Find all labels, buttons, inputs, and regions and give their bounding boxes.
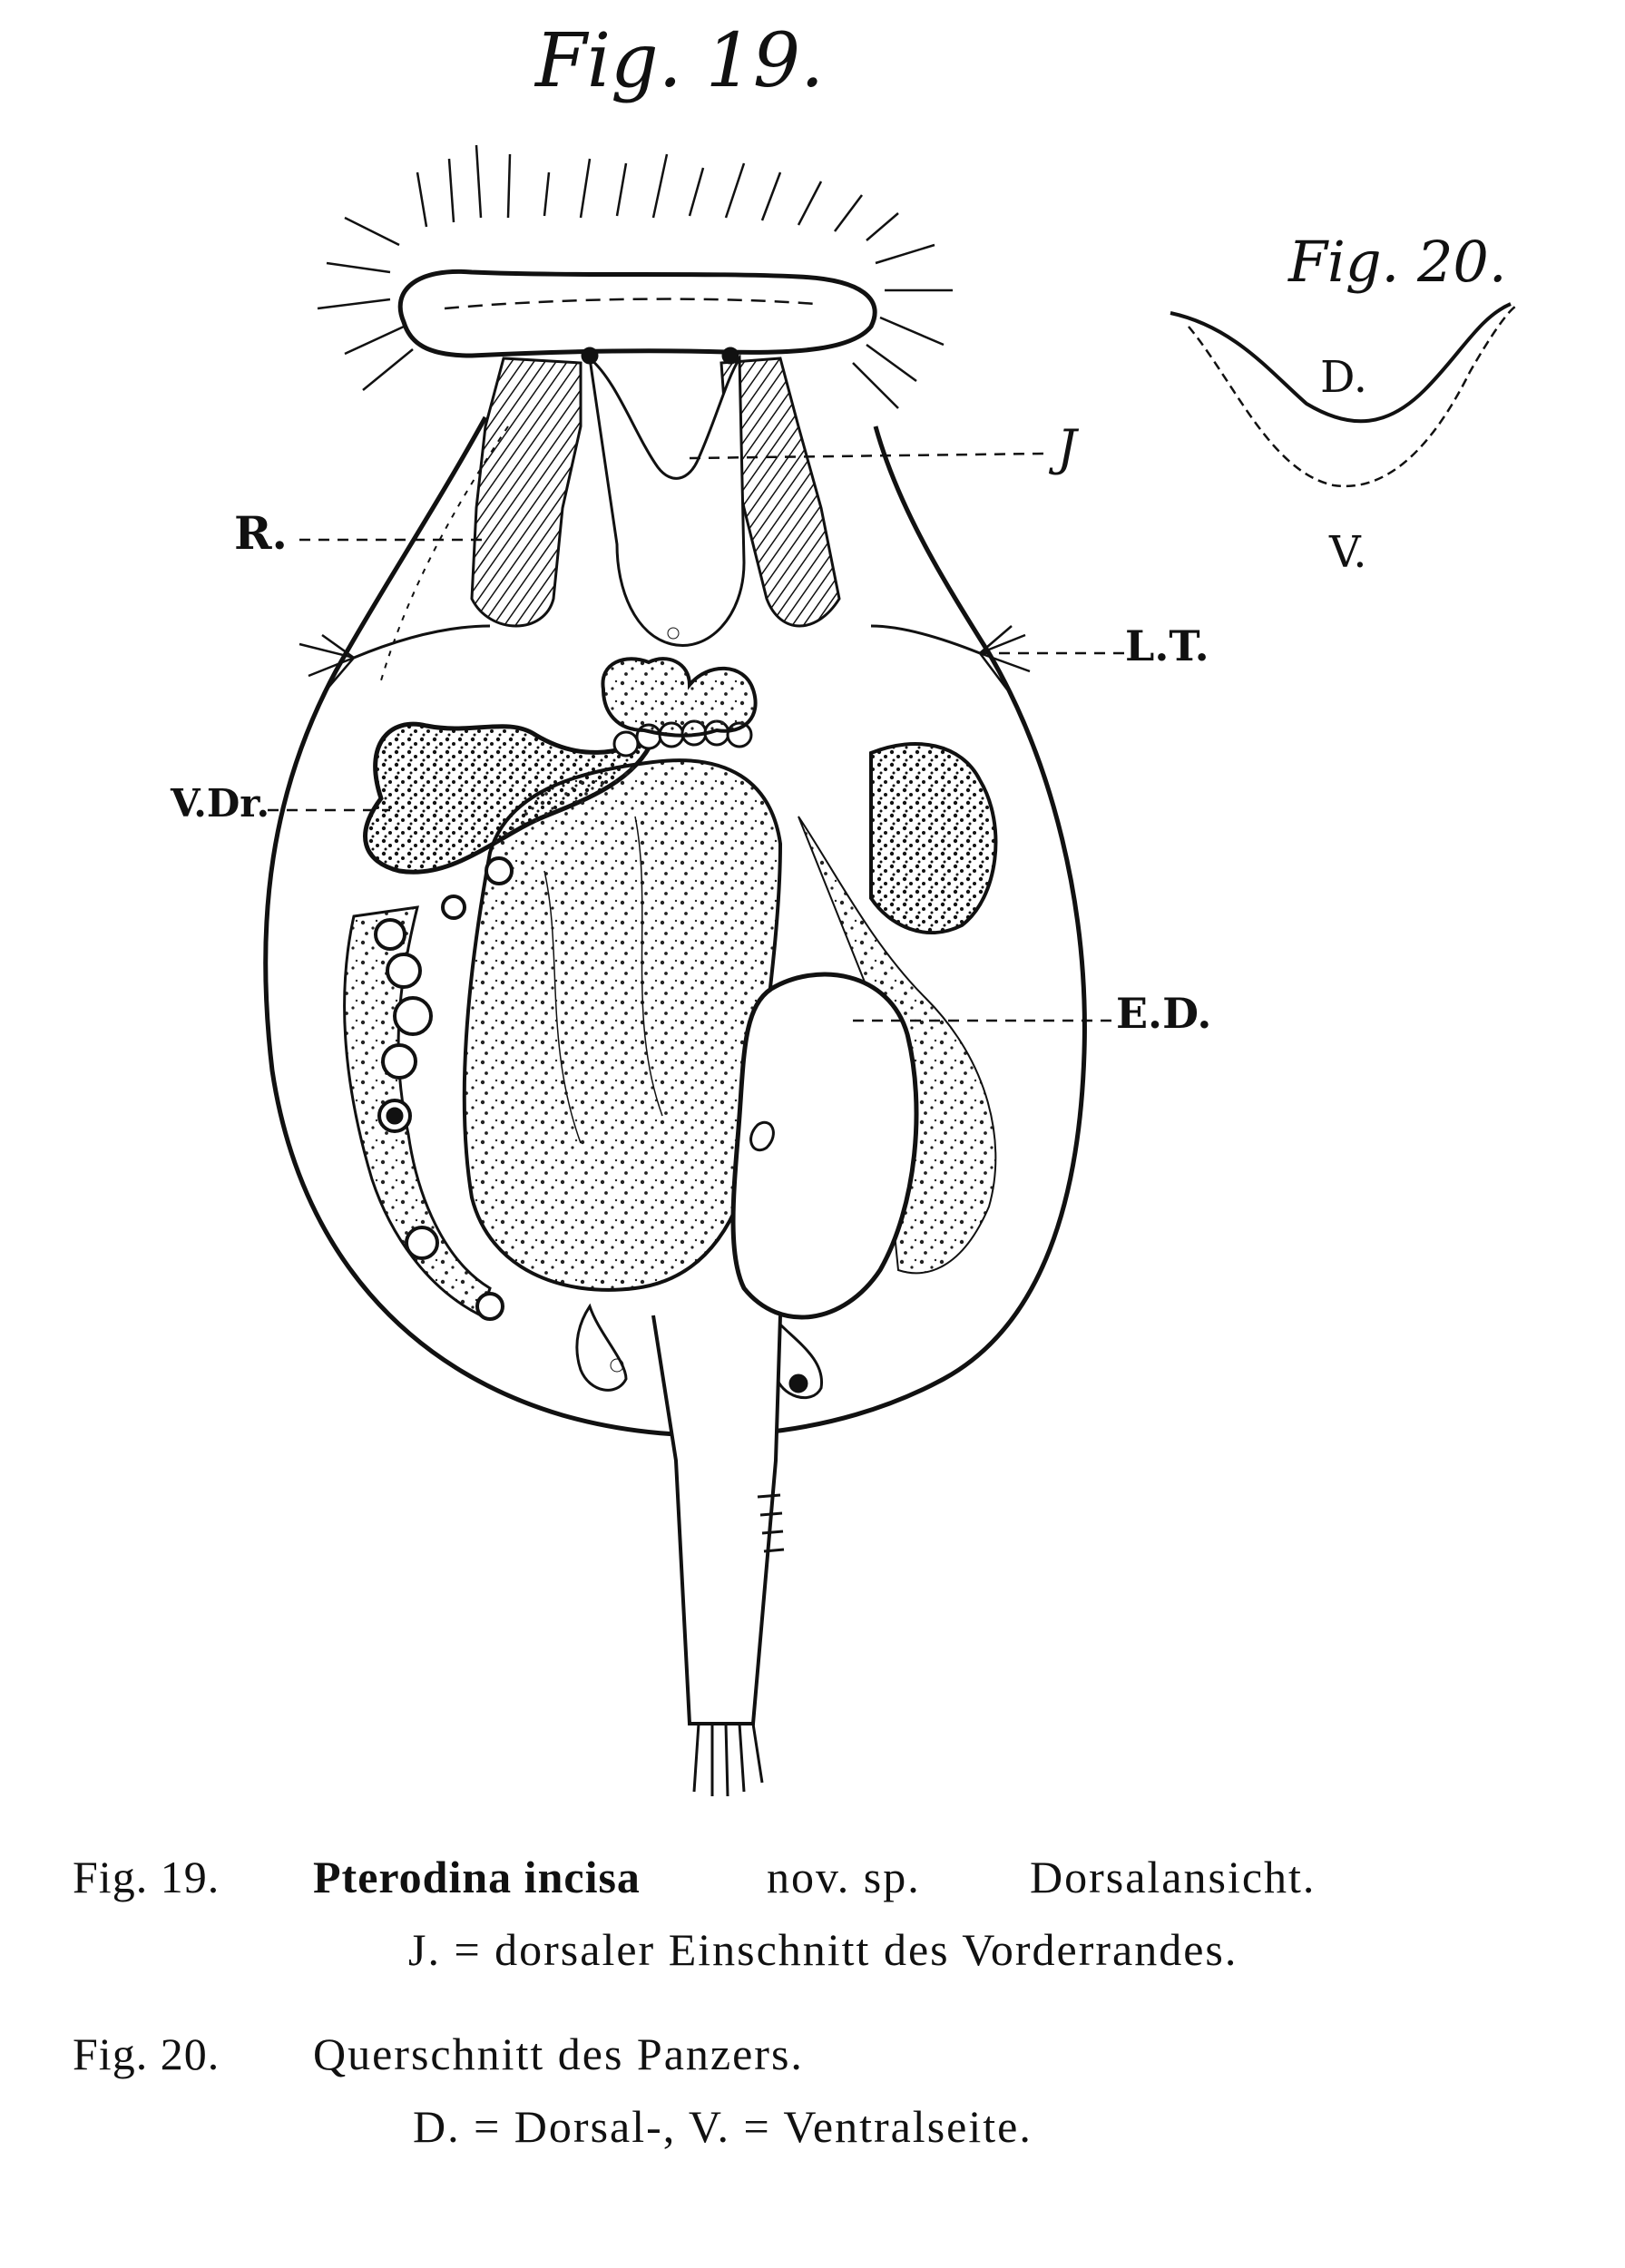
caption-fig19-number: Fig. 19. bbox=[73, 1852, 220, 1902]
foot bbox=[653, 1315, 780, 1724]
corona-disc bbox=[400, 271, 875, 356]
caption-fig20-number: Fig. 20. bbox=[73, 2028, 220, 2079]
caption-fig20 bbox=[0, 2028, 1625, 2155]
dorsal-incision bbox=[590, 358, 744, 646]
caption-fig19-line2: J. = dorsaler Einschnitt des Vorderrandes. bbox=[408, 1924, 1238, 1975]
fig20-title: Fig. 20. bbox=[1288, 229, 1507, 295]
label-vdr: V.Dr. bbox=[171, 781, 270, 826]
mastax bbox=[602, 659, 755, 736]
fig20-label-d: D. bbox=[1320, 352, 1368, 403]
caption-fig19-view: Dorsalansicht. bbox=[1030, 1852, 1317, 1902]
fig20-label-v: V. bbox=[1329, 527, 1367, 578]
label-ed: E.D. bbox=[1116, 989, 1212, 1038]
gastric-gland-right bbox=[871, 744, 995, 933]
fig19-title: Fig. 19. bbox=[535, 18, 825, 104]
label-j: J bbox=[1057, 419, 1077, 476]
foot-cilia bbox=[694, 1724, 762, 1796]
caption-fig19-species: Pterodina incisa bbox=[313, 1852, 641, 1902]
trochal-band-left bbox=[472, 358, 581, 626]
caption-fig19-novsp: nov. sp. bbox=[767, 1852, 921, 1902]
caption-fig20-line2: D. = Dorsal-, V. = Ventralseite. bbox=[413, 2101, 1033, 2152]
fig19-rotifer-drawing bbox=[266, 145, 1125, 1796]
label-r: R. bbox=[234, 506, 288, 560]
contractile-vesicle bbox=[733, 974, 916, 1317]
caption-fig20-line1: Querschnitt des Panzers. bbox=[313, 2028, 804, 2079]
label-lt: L.T. bbox=[1125, 621, 1209, 670]
caption-fig19 bbox=[0, 1851, 1625, 1978]
